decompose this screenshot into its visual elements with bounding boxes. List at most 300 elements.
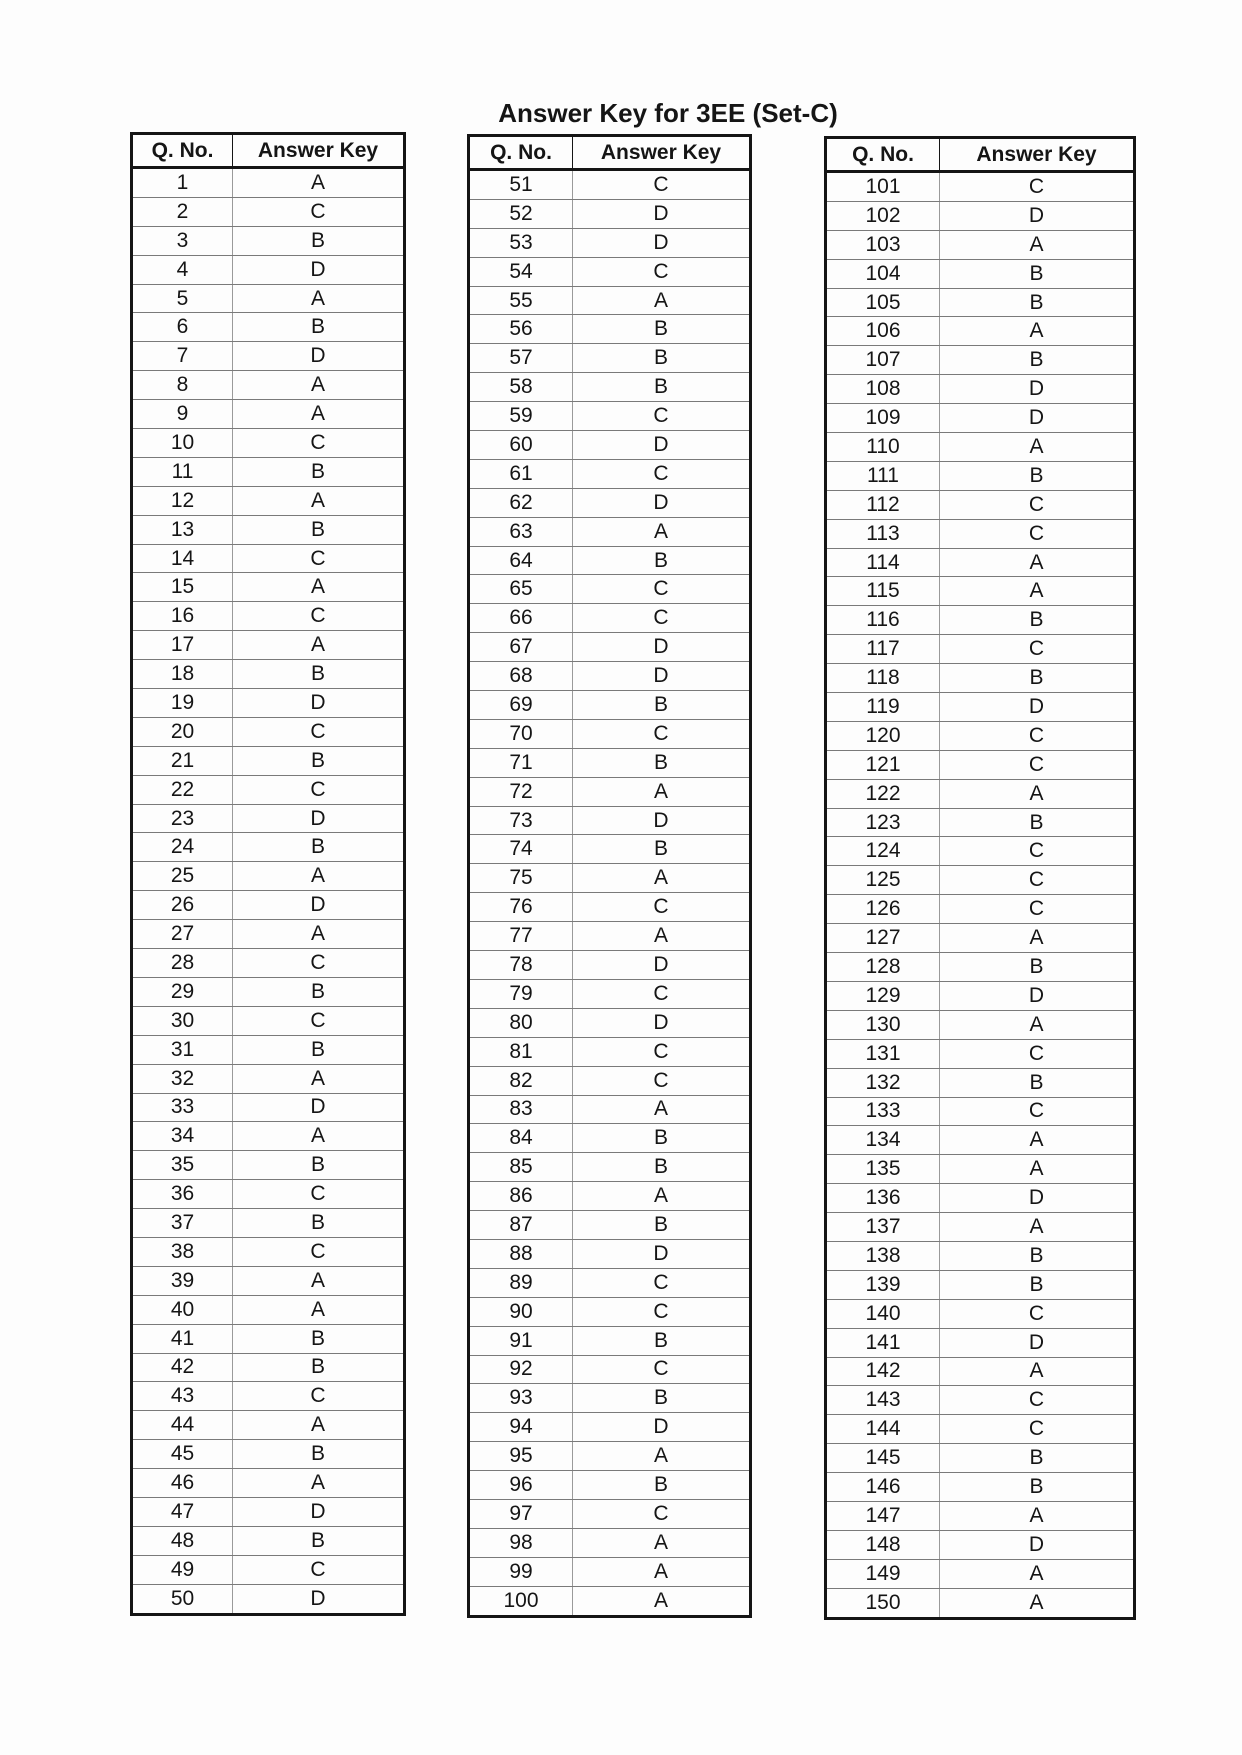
question-number-cell: 37 <box>132 1209 233 1238</box>
table-header-row <box>826 138 1135 172</box>
answer-cell: A <box>573 1095 751 1124</box>
table-row <box>132 1584 405 1614</box>
answer-cell: A <box>233 1122 405 1151</box>
question-number-cell: 45 <box>132 1440 233 1469</box>
q-no-header: Q. No. <box>826 138 940 172</box>
answer-cell: B <box>233 313 405 342</box>
answer-cell: C <box>573 604 751 633</box>
answer-cell: D <box>940 375 1135 404</box>
q-no-header: Q. No. <box>132 134 233 168</box>
table-row <box>826 461 1135 490</box>
question-number-cell: 52 <box>469 199 573 228</box>
question-number-cell: 119 <box>826 693 940 722</box>
question-number-cell: 130 <box>826 1010 940 1039</box>
answer-cell: C <box>233 1555 405 1584</box>
table-row <box>469 1471 751 1500</box>
table-row <box>469 199 751 228</box>
answer-cell: B <box>573 1211 751 1240</box>
answer-cell: A <box>573 1182 751 1211</box>
answer-key-header: Answer Key <box>940 138 1135 172</box>
question-number-cell: 77 <box>469 922 573 951</box>
table-row <box>132 920 405 949</box>
answer-cell: A <box>940 1155 1135 1184</box>
answer-cell: C <box>940 1415 1135 1444</box>
question-number-cell: 60 <box>469 431 573 460</box>
table-row <box>469 748 751 777</box>
question-number-cell: 120 <box>826 721 940 750</box>
table-row <box>826 1530 1135 1559</box>
answer-cell: B <box>573 344 751 373</box>
question-number-cell: 38 <box>132 1237 233 1266</box>
answer-cell: D <box>940 1530 1135 1559</box>
question-number-cell: 140 <box>826 1299 940 1328</box>
answer-cell: B <box>233 660 405 689</box>
table-row <box>826 1184 1135 1213</box>
answer-cell: C <box>940 866 1135 895</box>
question-number-cell: 111 <box>826 461 940 490</box>
table-row <box>469 488 751 517</box>
question-number-cell: 33 <box>132 1093 233 1122</box>
table-row <box>469 1297 751 1326</box>
answer-cell: B <box>940 1473 1135 1502</box>
answer-cell: D <box>573 431 751 460</box>
question-number-cell: 34 <box>132 1122 233 1151</box>
question-number-cell: 110 <box>826 433 940 462</box>
question-number-cell: 91 <box>469 1326 573 1355</box>
table-row <box>469 1008 751 1037</box>
table-row <box>826 346 1135 375</box>
answer-cell: C <box>233 544 405 573</box>
answer-cell: A <box>940 1357 1135 1386</box>
answer-cell: B <box>233 833 405 862</box>
answer-cell: C <box>940 635 1135 664</box>
question-number-cell: 138 <box>826 1241 940 1270</box>
table-row <box>132 342 405 371</box>
answer-cell: C <box>573 257 751 286</box>
question-number-cell: 39 <box>132 1266 233 1295</box>
question-number-cell: 113 <box>826 519 940 548</box>
question-number-cell: 54 <box>469 257 573 286</box>
question-number-cell: 137 <box>826 1213 940 1242</box>
table-row <box>469 691 751 720</box>
answer-cell: C <box>940 172 1135 202</box>
question-number-cell: 72 <box>469 777 573 806</box>
answer-cell: B <box>940 808 1135 837</box>
question-number-cell: 136 <box>826 1184 940 1213</box>
question-number-cell: 47 <box>132 1497 233 1526</box>
table-row <box>826 1270 1135 1299</box>
question-number-cell: 36 <box>132 1180 233 1209</box>
answer-key-table-1 <box>130 132 406 1616</box>
table-row <box>132 862 405 891</box>
question-number-cell: 143 <box>826 1386 940 1415</box>
question-number-cell: 16 <box>132 602 233 631</box>
answer-cell: D <box>233 689 405 718</box>
question-number-cell: 59 <box>469 402 573 431</box>
answer-cell: A <box>940 1010 1135 1039</box>
table-row <box>826 288 1135 317</box>
question-number-cell: 5 <box>132 284 233 313</box>
table-row <box>469 1153 751 1182</box>
table-row <box>469 922 751 951</box>
question-number-cell: 63 <box>469 517 573 546</box>
question-number-cell: 83 <box>469 1095 573 1124</box>
answer-cell: A <box>233 486 405 515</box>
table-row <box>132 689 405 718</box>
answer-cell: A <box>233 1064 405 1093</box>
answer-cell: B <box>940 346 1135 375</box>
table-row <box>132 255 405 284</box>
answer-cell: C <box>573 1499 751 1528</box>
question-number-cell: 125 <box>826 866 940 895</box>
table-row <box>469 517 751 546</box>
question-number-cell: 74 <box>469 835 573 864</box>
question-number-cell: 44 <box>132 1411 233 1440</box>
question-number-cell: 40 <box>132 1295 233 1324</box>
question-number-cell: 35 <box>132 1151 233 1180</box>
table-row <box>132 1237 405 1266</box>
table-row <box>826 1415 1135 1444</box>
question-number-cell: 22 <box>132 775 233 804</box>
question-number-cell: 73 <box>469 806 573 835</box>
table-row <box>132 197 405 226</box>
table-row <box>469 719 751 748</box>
question-number-cell: 58 <box>469 373 573 402</box>
question-number-cell: 64 <box>469 546 573 575</box>
table-row <box>469 1586 751 1616</box>
table-row <box>469 633 751 662</box>
answer-cell: A <box>233 1295 405 1324</box>
answer-cell: C <box>940 721 1135 750</box>
question-number-cell: 79 <box>469 979 573 1008</box>
question-number-cell: 4 <box>132 255 233 284</box>
table-row <box>132 226 405 255</box>
question-number-cell: 57 <box>469 344 573 373</box>
question-number-cell: 109 <box>826 404 940 433</box>
table-row <box>826 1501 1135 1530</box>
table-row <box>132 168 405 198</box>
question-number-cell: 81 <box>469 1037 573 1066</box>
table-row <box>132 1440 405 1469</box>
question-number-cell: 1 <box>132 168 233 198</box>
table-row <box>826 837 1135 866</box>
question-number-cell: 26 <box>132 891 233 920</box>
table-row <box>826 1473 1135 1502</box>
question-number-cell: 46 <box>132 1469 233 1498</box>
question-number-cell: 106 <box>826 317 940 346</box>
table-row <box>469 286 751 315</box>
question-number-cell: 3 <box>132 226 233 255</box>
answer-cell: D <box>573 951 751 980</box>
question-number-cell: 76 <box>469 893 573 922</box>
question-number-cell: 65 <box>469 575 573 604</box>
answer-cell: A <box>940 779 1135 808</box>
table-row <box>826 404 1135 433</box>
table-row <box>469 1095 751 1124</box>
table-row <box>469 431 751 460</box>
table-row <box>826 750 1135 779</box>
answer-cell: C <box>233 1180 405 1209</box>
table-row <box>469 951 751 980</box>
question-number-cell: 23 <box>132 804 233 833</box>
table-row <box>469 575 751 604</box>
question-number-cell: 139 <box>826 1270 940 1299</box>
answer-key-table-2 <box>467 134 752 1618</box>
table-row <box>132 1382 405 1411</box>
table-row <box>132 1497 405 1526</box>
table-row <box>469 228 751 257</box>
table-row <box>826 1386 1135 1415</box>
table-row <box>469 1211 751 1240</box>
table-row <box>469 979 751 1008</box>
table-row <box>469 1239 751 1268</box>
question-number-cell: 25 <box>132 862 233 891</box>
answer-cell: A <box>233 1266 405 1295</box>
answer-cell: B <box>573 691 751 720</box>
table-row <box>826 1039 1135 1068</box>
table-row <box>826 779 1135 808</box>
answer-cell: B <box>573 1471 751 1500</box>
question-number-cell: 2 <box>132 197 233 226</box>
answer-cell: C <box>573 575 751 604</box>
table-row <box>469 835 751 864</box>
table-row <box>132 1324 405 1353</box>
question-number-cell: 20 <box>132 717 233 746</box>
question-number-cell: 146 <box>826 1473 940 1502</box>
table-row <box>132 1006 405 1035</box>
question-number-cell: 129 <box>826 981 940 1010</box>
question-number-cell: 48 <box>132 1526 233 1555</box>
question-number-cell: 75 <box>469 864 573 893</box>
table-row <box>132 631 405 660</box>
table-row <box>132 746 405 775</box>
table-row <box>469 402 751 431</box>
question-number-cell: 80 <box>469 1008 573 1037</box>
table-row <box>469 459 751 488</box>
table-header-row <box>469 136 751 170</box>
answer-cell: B <box>573 373 751 402</box>
answer-cell: A <box>573 1528 751 1557</box>
table-row <box>826 721 1135 750</box>
table-row <box>826 172 1135 202</box>
answer-cell: B <box>940 664 1135 693</box>
table-row <box>469 1037 751 1066</box>
answer-cell: A <box>233 1411 405 1440</box>
answer-cell: B <box>940 1241 1135 1270</box>
table-row <box>132 1093 405 1122</box>
answer-cell: A <box>1029 1590 1044 1614</box>
table-row <box>826 1097 1135 1126</box>
table-row <box>469 1442 751 1471</box>
table-row <box>132 1064 405 1093</box>
question-number-cell: 96 <box>469 1471 573 1500</box>
question-number-cell: 104 <box>826 259 940 288</box>
question-number-cell: 28 <box>132 949 233 978</box>
table-row <box>132 544 405 573</box>
table-row <box>826 664 1135 693</box>
question-number-cell: 18 <box>132 660 233 689</box>
table-row <box>132 891 405 920</box>
answer-cell: C <box>233 775 405 804</box>
answer-cell: D <box>573 1239 751 1268</box>
answer-cell: D <box>233 342 405 371</box>
table-row <box>469 1413 751 1442</box>
question-number-cell: 86 <box>469 1182 573 1211</box>
question-number-cell: 121 <box>826 750 940 779</box>
table-row <box>469 662 751 691</box>
table-row <box>469 1066 751 1095</box>
table-row <box>132 1266 405 1295</box>
answer-cell: C <box>573 979 751 1008</box>
question-number-cell: 12 <box>132 486 233 515</box>
table-row <box>132 1411 405 1440</box>
q-no-header: Q. No. <box>469 136 573 170</box>
answer-cell: C <box>573 1297 751 1326</box>
answer-cell: D <box>233 1497 405 1526</box>
table-row <box>132 1555 405 1584</box>
question-number-cell: 148 <box>826 1530 940 1559</box>
table-row <box>132 429 405 458</box>
table-row <box>826 1213 1135 1242</box>
answer-cell: C <box>233 1382 405 1411</box>
answer-cell: C <box>573 719 751 748</box>
question-number-cell: 99 <box>469 1557 573 1586</box>
question-number-cell: 112 <box>826 490 940 519</box>
answer-cell: B <box>233 226 405 255</box>
answer-cell: A <box>233 920 405 949</box>
table-row <box>132 1295 405 1324</box>
answer-cell: C <box>573 893 751 922</box>
answer-cell: D <box>940 981 1135 1010</box>
answer-cell: D <box>573 199 751 228</box>
question-number-cell: 145 <box>826 1444 940 1473</box>
question-number-cell: 102 <box>826 201 940 230</box>
answer-cell: A <box>940 1126 1135 1155</box>
answer-cell: A <box>573 864 751 893</box>
table-row <box>132 1122 405 1151</box>
table-header-row <box>132 134 405 168</box>
page-title-text: Answer Key for 3EE (Set-C) <box>498 98 838 128</box>
question-number-cell: 142 <box>826 1357 940 1386</box>
table-row <box>469 777 751 806</box>
table-row <box>826 895 1135 924</box>
answer-cell: C <box>940 519 1135 548</box>
question-number-cell: 84 <box>469 1124 573 1153</box>
question-number-cell: 149 <box>826 1559 940 1588</box>
answer-cell: D <box>940 1184 1135 1213</box>
answer-cell: B <box>233 1324 405 1353</box>
answer-cell: B <box>233 1526 405 1555</box>
answer-cell: A <box>233 1469 405 1498</box>
answer-cell: B <box>940 953 1135 982</box>
table-row <box>132 833 405 862</box>
answer-cell: B <box>233 977 405 1006</box>
question-number-cell: 31 <box>132 1035 233 1064</box>
answer-cell: B <box>233 457 405 486</box>
question-number-cell: 116 <box>826 606 940 635</box>
table-row <box>826 866 1135 895</box>
answer-cell: C <box>940 837 1135 866</box>
table-row <box>132 1209 405 1238</box>
question-number-cell: 17 <box>132 631 233 660</box>
answer-cell: D <box>940 1328 1135 1357</box>
question-number-cell: 107 <box>826 346 940 375</box>
table-row <box>132 515 405 544</box>
answer-cell: C <box>940 1299 1135 1328</box>
question-number-cell: 68 <box>469 662 573 691</box>
table-row <box>132 1526 405 1555</box>
question-number-cell: 93 <box>469 1384 573 1413</box>
question-number-cell: 122 <box>826 779 940 808</box>
answer-cell: D <box>573 662 751 691</box>
table-row <box>132 717 405 746</box>
answer-cell: A <box>573 777 751 806</box>
answer-cell: D <box>233 891 405 920</box>
answer-cell: C <box>233 197 405 226</box>
answer-cell: B <box>573 1326 751 1355</box>
question-number-cell: 78 <box>469 951 573 980</box>
table-row <box>132 1151 405 1180</box>
table-row <box>826 259 1135 288</box>
answer-cell: C <box>940 490 1135 519</box>
answer-cell: C <box>233 602 405 631</box>
answer-cell: A <box>233 371 405 400</box>
question-number-cell: 67 <box>469 633 573 662</box>
table-row <box>469 893 751 922</box>
answer-cell: C <box>233 949 405 978</box>
table-row <box>826 519 1135 548</box>
answer-cell: B <box>233 1209 405 1238</box>
question-number-cell: 70 <box>469 719 573 748</box>
answer-cell: A <box>233 573 405 602</box>
answer-cell: D <box>940 201 1135 230</box>
table-row <box>469 1182 751 1211</box>
question-number-cell: 61 <box>469 459 573 488</box>
table-row <box>826 375 1135 404</box>
table-row <box>826 548 1135 577</box>
question-number-cell: 98 <box>469 1528 573 1557</box>
question-number-cell: 13 <box>132 515 233 544</box>
answer-cell: B <box>940 1068 1135 1097</box>
table-row <box>826 1444 1135 1473</box>
question-number-cell: 103 <box>826 230 940 259</box>
answer-cell: B <box>573 315 751 344</box>
table-row <box>132 660 405 689</box>
page-title <box>0 96 1242 130</box>
answer-cell: A <box>233 400 405 429</box>
answer-cell: A <box>573 517 751 546</box>
answer-cell: D <box>233 804 405 833</box>
answer-cell: A <box>940 1213 1135 1242</box>
question-number-cell: 29 <box>132 977 233 1006</box>
answer-cell: B <box>573 1124 751 1153</box>
table-row <box>132 949 405 978</box>
table-row <box>132 775 405 804</box>
answer-cell: D <box>233 255 405 284</box>
question-number-cell: 150 <box>826 1588 940 1618</box>
answer-cell: A <box>940 1501 1135 1530</box>
question-number-cell: 49 <box>132 1555 233 1584</box>
table-row <box>469 1384 751 1413</box>
answer-cell: C <box>940 1386 1135 1415</box>
table-row <box>826 1559 1135 1588</box>
answer-cell: B <box>233 515 405 544</box>
table-row <box>132 284 405 313</box>
table-row <box>132 1469 405 1498</box>
question-number-cell: 127 <box>826 924 940 953</box>
table-row <box>826 635 1135 664</box>
question-number-cell: 133 <box>826 1097 940 1126</box>
